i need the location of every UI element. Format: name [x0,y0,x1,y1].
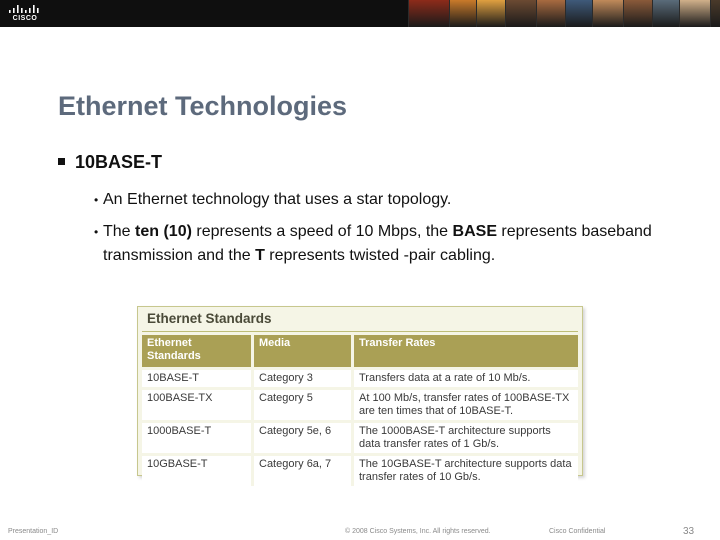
bold-t: T [255,247,265,264]
table-row [142,387,578,420]
cell-standard: 100BASE-TX [142,387,254,420]
table-header-row [142,335,578,367]
header-photo [476,0,505,27]
cell-standard: 1000BASE-T [142,420,254,453]
bold-base: BASE [452,223,497,240]
header-photo [679,0,710,27]
table-title-divider [142,331,578,332]
header-photo [449,0,476,27]
bullet-text-part: The [103,223,136,240]
header-photo [592,0,623,27]
bullet-text-part: represents a speed of 10 Mbps, the [191,223,453,240]
table-row [142,453,578,486]
bullet-dot-icon: • [94,193,99,207]
bullet-level1-text: 10BASE-T [75,152,163,172]
cisco-logo [8,5,42,23]
cell-media: Category 6a, 7 [254,453,354,486]
cell-rate: The 1000BASE-T architecture supports data transfer rates of 1 Gb/s. [354,420,578,453]
header-transfer-rates: Transfer Rates [354,335,578,367]
ethernet-standards-figure [137,306,583,483]
cisco-bridge-icon [8,5,42,15]
header-standards: Ethernet Standards [142,335,254,367]
header-photo [652,0,679,27]
footer-copyright: © 2008 Cisco Systems, Inc. All rights reserved. [345,528,491,535]
bullet-text-part: represents baseband transmission and the [103,223,652,264]
table-row [142,420,578,453]
footer-presentation-id: Presentation_ID [8,528,59,535]
header-photo [710,0,720,27]
cell-media: Category 5e, 6 [254,420,354,453]
bold-ten: ten (10) [135,223,192,240]
table-title: Ethernet Standards [147,311,272,326]
footer-confidential: Cisco Confidential [549,528,606,535]
logo-text: CISCO [12,15,38,22]
bullet-text: An Ethernet technology that uses a star topology. [103,191,452,208]
cell-standard: 10GBASE-T [142,453,254,486]
header-photo [505,0,536,27]
ethernet-standards-table [142,335,578,486]
cell-standard: 10BASE-T [142,367,254,387]
cell-rate: The 10GBASE-T architecture supports data transfer rates of 10 Gb/s. [354,453,578,486]
page-number: 33 [683,526,695,537]
slide-title: Ethernet Technologies [58,91,348,121]
cell-rate: At 100 Mb/s, transfer rates of 100BASE-TX are ten times that of 10BASE-T. [354,387,578,420]
cell-media: Category 5 [254,387,354,420]
table-row [142,367,578,387]
square-bullet-icon [58,158,65,165]
bullet-text-part: represents twisted -pair cabling. [264,247,496,264]
header-photo-strip [408,0,720,27]
header-photo [536,0,565,27]
header-photo [408,0,449,27]
header-media: Media [254,335,354,367]
bullet-dot-icon: • [94,225,99,239]
header-bar [0,0,720,27]
bullet-star-topology [94,188,688,212]
cell-rate: Transfers data at a rate of 10 Mb/s. [354,367,578,387]
bullet-level1 [58,152,162,173]
header-photo [623,0,652,27]
bullet-ten-base-t [94,220,688,268]
cell-media: Category 3 [254,367,354,387]
header-photo [565,0,592,27]
